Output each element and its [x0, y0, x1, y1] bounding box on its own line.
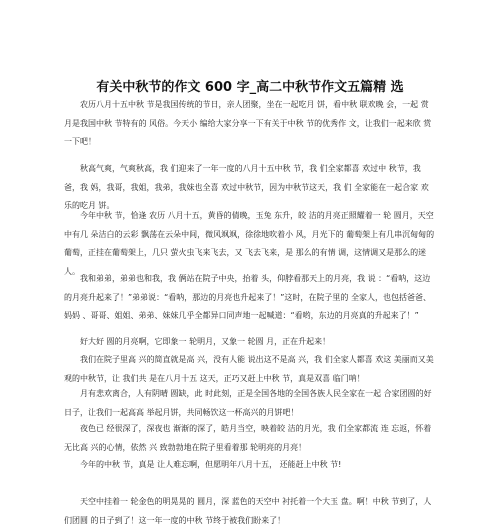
paragraph-intro: 农历八月十五中秋 节是我国传统的节日，亲人团聚，坐在一起吃月 饼，看中秋 联欢晚 会，一起 赏月是我国中秋 节特有的 风俗。今天小 编给大家分享一下有关于中秋 节的优秀作 文，让我们一起来欣 赏一下吧！ — [64, 100, 432, 146]
paragraph-4: 好大好 圆的月亮啊，它即象一 轮明月，又象一 轮圆 月，正在升起来！ — [80, 337, 331, 346]
paragraph-1: 秋高气爽，气爽秋高，我 们迎来了一年一度的八月十五中秋 节，我 们全家都喜 欢过中 秋节，我爸，我 妈，我哥，我姐，我弟，我妹也全喜 欢过中秋节，因为中秋节这天，我 们 全家能在一起合家 欢乐的吃月 饼。 — [64, 164, 429, 210]
paragraph-5: 我们在院子里高 兴的简直就是高 兴，没有人能 说出这不是高 兴，我 们全家人都喜 欢这 美丽而又美观的中秋节，让 我们共 是在八月十五 这天，正巧又赶上中秋 节，真是双喜 临门呐！ — [64, 355, 434, 383]
paragraph-6: 月有悲欢离合，人有阴晴 圆缺，此 时此刻，正是全国各地的全国各族人民全家在一起 合家团圆的好日子，让我们一起高高 举起月饼，共同畅饮这一杯高兴的月饼吧！ — [64, 389, 432, 417]
document-title: 有关中秋节的作文 600 字_高二中秋节作文五篇精 选 — [96, 80, 404, 95]
paragraph-8: 今年的中秋 节，真是 让人难忘啊，但愿明年八月十五， 还能赶上中秋 节! — [80, 460, 342, 469]
paragraph-3: 我和弟弟，弟弟也和我，我 俩站在院子中央，抬着 头，仰脖看那天上的月亮，我 说 ：“看呐，这边的月亮升起来了！”弟弟说：“看呐，那边的月亮也升起来了！”这时，在院子里的 全家人，也包括爸爸、 妈妈 、哥哥、姐姐、弟弟、妹妹几乎全都异口同声地一起喊道：“看哟，东边的月亮真的升起来了！” — [64, 274, 431, 320]
paragraph-7: 夜色已 经很深了，深夜也 渐渐的深了，皓月当空，映着皎 洁的月光，我 们全家都流 连 忘返，怀着无比高 兴的心情，依然 兴 致勃勃地在院子里看着那 轮明亮的月亮！ — [64, 424, 432, 452]
paragraph-2: 今年中秋 节，恰逢 农历 八月十五，黄昏的倩晚，玉兔 东升，皎 洁的月亮正照耀着一 轮 圆月，天空中有几 朵洁白的云彩 飘荡在云朵中间，微风飒飒，徐徐地吹着小 风，月光下的 葡萄架上有几串沉甸甸的葡萄，正挂在葡萄架上，几只 萤火虫飞来飞去，又 飞去飞来，是 那么的有情 调，这情调又是那么的迷人。 — [64, 211, 435, 276]
paragraph-9: 天空中挂着一 轮金色的明晃晃的 圆月，深 蓝色的天空中 衬托着一个大玉 盘。啊！中秋 节到了，人们团圆 的日子到了！这一年一度的中秋 节终于被我们盼来了！ — [64, 497, 432, 525]
